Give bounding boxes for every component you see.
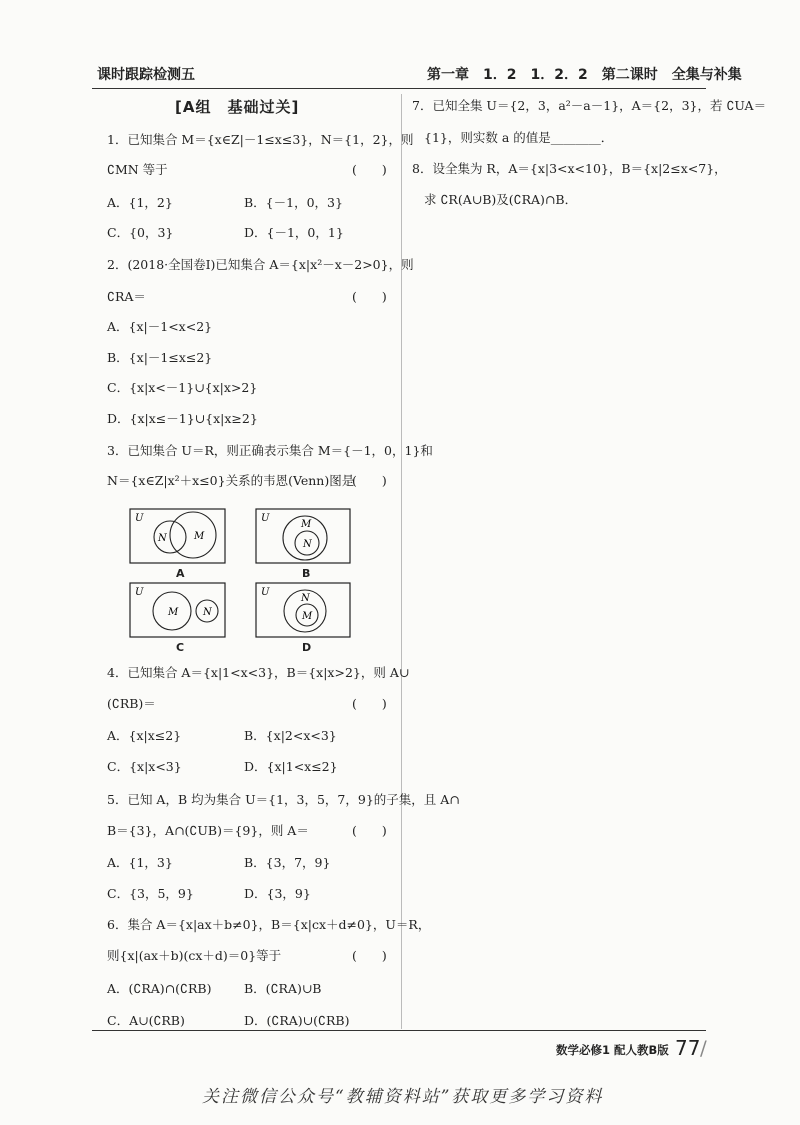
- venn-label-b: B: [302, 567, 311, 580]
- q6-option-d: D．(∁RA)∪(∁RB): [244, 1013, 350, 1028]
- venn-label-d: D: [302, 641, 312, 654]
- q4-stem: 4．已知集合 A＝{x|1<x<3}，B＝{x|x>2}，则 A∪: [107, 665, 410, 680]
- q6-stem: 6．集合 A＝{x|ax＋b≠0}，B＝{x|cx＋d≠0}，U＝R，: [107, 917, 431, 932]
- q3-stem-cont: N＝{x∈Z|x²＋x≤0}关系的韦恩(Venn)图是: [107, 473, 355, 488]
- venn-d-m: M: [302, 611, 313, 622]
- q8-stem: 8．设全集为 R，A＝{x|3<x<10}，B＝{x|2≤x<7}，: [412, 161, 727, 176]
- q3-answer-paren: ( ): [352, 473, 387, 488]
- q6-option-b: B．(∁RA)∪B: [244, 981, 322, 996]
- venn-diagrams: [128, 505, 358, 653]
- q4-option-a: A．{x|x≤2}: [107, 728, 182, 743]
- q4-stem-cont: (∁RB)＝: [107, 696, 156, 711]
- venn-d-u: U: [261, 587, 270, 598]
- venn-option-d: [256, 583, 350, 637]
- q1-option-a: A．{1，2}: [107, 195, 173, 210]
- q4-answer-paren: ( ): [352, 696, 387, 711]
- header-rule: [92, 88, 706, 89]
- page-number: 77: [675, 1036, 701, 1060]
- handwritten-note: 关注微信公众号“教辅资料站”获取更多学习资料: [202, 1087, 604, 1107]
- footer-rule: [92, 1030, 706, 1031]
- q5-option-b: B．{3，7，9}: [244, 855, 331, 870]
- venn-c-u: U: [135, 587, 144, 598]
- header-left: 课时跟踪检测五: [97, 67, 195, 83]
- q1-stem: 1．已知集合 M＝{x∈Z|－1≤x≤3}，N＝{1，2}，则: [107, 132, 414, 147]
- header-right: 第一章 1．2 1．2．2 第二课时 全集与补集: [427, 67, 742, 83]
- q6-stem-cont: 则{x|(ax＋b)(cx＋d)＝0}等于: [107, 948, 282, 963]
- venn-a-u: U: [135, 513, 144, 524]
- group-title: [A组 基础过关]: [175, 98, 300, 116]
- page-slash: /: [700, 1036, 707, 1060]
- q7-stem: 7．已知全集 U＝{2，3，a²－a－1}，A＝{2，3}，若 ∁UA＝: [412, 98, 767, 113]
- q7-stem-cont: {1}，则实数 a 的值是________．: [424, 130, 614, 145]
- venn-option-b: [256, 509, 350, 563]
- q4-option-c: C．{x|x<3}: [107, 759, 182, 774]
- q2-stem-cont: ∁RA＝: [107, 289, 146, 304]
- q2-answer-paren: ( ): [352, 289, 387, 304]
- q4-option-b: B．{x|2<x<3}: [244, 728, 337, 743]
- q8-stem-cont: 求 ∁R(A∪B)及(∁RA)∩B．: [424, 192, 578, 207]
- venn-option-c: [130, 583, 225, 637]
- q5-option-c: C．{3，5，9}: [107, 886, 194, 901]
- venn-b-u: U: [261, 513, 270, 524]
- q6-answer-paren: ( ): [352, 948, 387, 963]
- venn-a-m: M: [194, 531, 205, 542]
- q1-stem-cont: ∁MN 等于: [107, 162, 168, 177]
- q3-stem: 3．已知集合 U＝R，则正确表示集合 M＝{－1，0，1}和: [107, 443, 433, 458]
- q5-option-a: A．{1，3}: [107, 855, 173, 870]
- venn-c-n: N: [203, 607, 212, 618]
- venn-label-a: A: [176, 567, 185, 580]
- q2-option-b: B．{x|－1≤x≤2}: [107, 350, 213, 365]
- venn-b-n: N: [303, 539, 312, 550]
- q5-stem-cont: B＝{3}，A∩(∁UB)＝{9}，则 A＝: [107, 823, 309, 838]
- q6-option-c: C．A∪(∁RB): [107, 1013, 185, 1028]
- q1-option-c: C．{0，3}: [107, 225, 174, 240]
- q1-answer-paren: ( ): [352, 162, 387, 177]
- venn-a-n: N: [158, 533, 167, 544]
- venn-d-n: N: [301, 593, 310, 604]
- column-divider: [401, 94, 402, 1029]
- q1-option-b: B．{－1，0，3}: [244, 195, 343, 210]
- q5-stem: 5．已知 A，B 均为集合 U＝{1，3，5，7，9}的子集，且 A∩: [107, 792, 460, 807]
- q2-option-a: A．{x|－1<x<2}: [107, 319, 213, 334]
- book-tag: 数学必修1 配人教B版: [556, 1043, 669, 1057]
- venn-b-m: M: [301, 519, 312, 530]
- venn-c-m: M: [168, 607, 179, 618]
- q5-answer-paren: ( ): [352, 823, 387, 838]
- q2-stem: 2．(2018·全国卷Ⅰ)已知集合 A＝{x|x²－x－2>0}，则: [107, 257, 414, 272]
- q4-option-d: D．{x|1<x≤2}: [244, 759, 338, 774]
- q2-option-d: D．{x|x≤－1}∪{x|x≥2}: [107, 411, 258, 426]
- q5-option-d: D．{3，9}: [244, 886, 311, 901]
- q1-option-d: D．{－1，0，1}: [244, 225, 344, 240]
- q2-option-c: C．{x|x<－1}∪{x|x>2}: [107, 380, 258, 395]
- venn-option-a: [130, 509, 225, 563]
- q6-option-a: A．(∁RA)∩(∁RB): [107, 981, 212, 996]
- venn-label-c: C: [176, 641, 185, 654]
